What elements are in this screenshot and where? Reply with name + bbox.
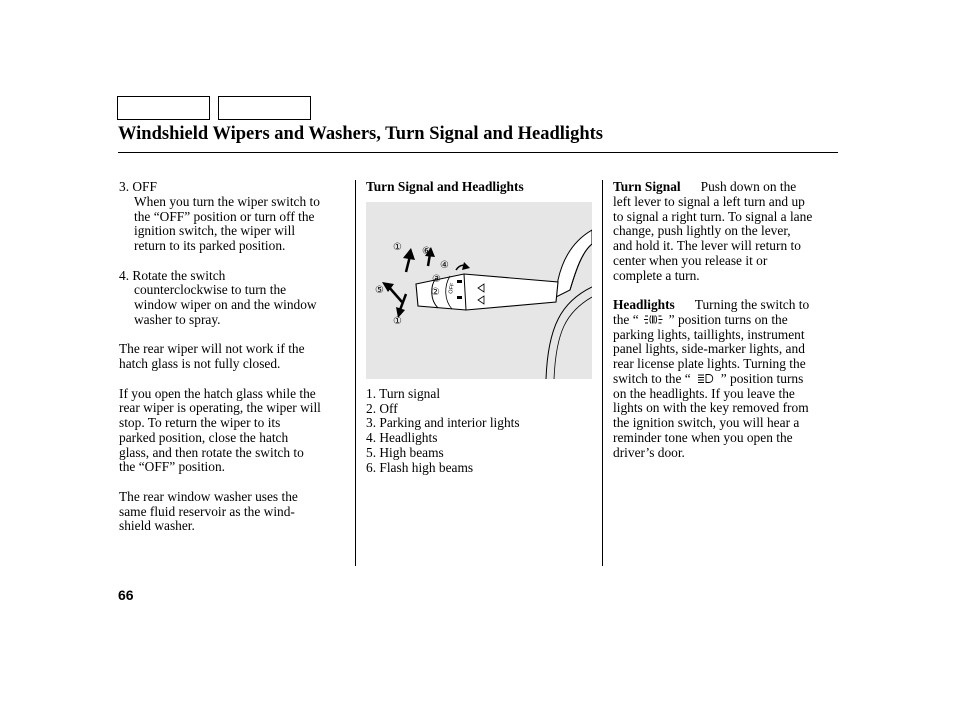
washer-note-line: same fluid reservoir as the wind- <box>119 503 295 519</box>
title-rule <box>118 152 838 153</box>
page-number: 66 <box>118 587 134 603</box>
item4-line: window wiper on and the window <box>134 297 317 312</box>
left-column <box>119 180 349 534</box>
turn-signal-heading: Turn Signal <box>613 179 681 194</box>
washer-note-line: The rear window washer uses the <box>119 488 298 504</box>
headlights-line: reminder tone when you open the <box>613 429 793 445</box>
headlights-line: driver’s door. <box>613 444 685 460</box>
turn-signal-line: change, push lightly on the lever, <box>613 223 791 239</box>
section-heading: Turn Signal and Headlights <box>366 179 524 194</box>
legend-item: 2. Off <box>366 400 398 416</box>
callout-1-top: ① <box>393 241 402 253</box>
turn-signal-line: left lever to signal a left turn and up <box>613 193 805 209</box>
headlights-heading: Headlights <box>613 297 675 312</box>
parking-light-icon <box>643 314 665 325</box>
legend-item: 4. Headlights <box>366 430 438 445</box>
middle-column <box>366 180 596 475</box>
headlights-line: the “ <box>613 311 639 327</box>
headlights-line: on the headlights. If you leave the <box>613 385 795 401</box>
hatch-note-line: The rear wiper will not work if the <box>119 341 305 357</box>
hatch-open-line: stop. To return the wiper to its <box>119 415 281 430</box>
figure-off-label: OFF <box>448 282 456 295</box>
item3-line: ignition switch, the wiper will <box>134 223 296 239</box>
legend-item: 1. Turn signal <box>366 385 441 401</box>
legend-item: 5. High beams <box>366 444 444 460</box>
headlights-line: panel lights, side-marker lights, and <box>613 341 805 357</box>
headlights-line: lights on with the key removed from <box>613 400 809 416</box>
turn-signal-line: to signal a right turn. To signal a lane <box>613 208 813 224</box>
item4-line: washer to spray. <box>134 311 221 327</box>
headlights-line: the ignition switch, you will hear a <box>613 415 800 430</box>
turn-signal-line: Push down on the <box>700 179 797 194</box>
nav-tab-box-2[interactable] <box>218 96 311 120</box>
headlight-icon <box>695 373 717 384</box>
item3-line: return to its parked position. <box>134 238 286 253</box>
item3-label: 3. OFF <box>119 179 157 194</box>
turn-signal-line: center when you release it or <box>613 252 768 268</box>
callout-5: ⑤ <box>375 284 384 296</box>
column-divider-1 <box>355 180 356 566</box>
hatch-open-line: glass, and then rotate the switch to <box>119 444 304 460</box>
item4-label: 4. Rotate the switch <box>119 267 226 283</box>
item3-line: When you turn the wiper switch to <box>134 193 320 209</box>
turn-signal-line: and hold it. The lever will return to <box>613 238 801 253</box>
callout-2: ② <box>431 286 440 298</box>
item4-line: counterclockwise to turn the <box>134 282 287 298</box>
right-column <box>613 180 841 460</box>
item3-line: the “OFF” position or turn off the <box>134 208 315 224</box>
hatch-note-line: hatch glass is not fully closed. <box>119 356 281 371</box>
column-divider-2 <box>602 180 603 566</box>
hatch-open-line: rear wiper is operating, the wiper will <box>119 400 321 416</box>
turn-signal-lever-illustration <box>366 202 592 379</box>
headlights-line: Turning the switch to <box>694 297 810 312</box>
headlights-line: ” position turns on the <box>668 311 788 327</box>
nav-tab-box-1[interactable] <box>117 96 210 120</box>
turn-signal-line: complete a turn. <box>613 267 700 283</box>
legend-item: 3. Parking and interior lights <box>366 415 520 431</box>
headlights-line: rear license plate lights. Turning the <box>613 356 806 371</box>
washer-note-line: shield washer. <box>119 518 195 534</box>
legend-item: 6. Flash high beams <box>366 459 474 475</box>
page-title: Windshield Wipers and Washers, Turn Signal and Headlights <box>118 124 603 144</box>
headlights-line: switch to the “ <box>613 370 691 386</box>
headlights-line: parking lights, taillights, instrument <box>613 326 805 342</box>
callout-4: ④ <box>440 259 449 271</box>
hatch-open-line: If you open the hatch glass while the <box>119 385 316 401</box>
callout-1-bottom: ① <box>393 315 402 327</box>
callout-3: ③ <box>432 273 441 285</box>
hatch-open-line: the “OFF” position. <box>119 459 226 475</box>
callout-6: ⑥ <box>422 245 431 257</box>
headlights-line: ” position turns <box>720 370 804 386</box>
hatch-open-line: parked position, close the hatch <box>119 429 289 445</box>
